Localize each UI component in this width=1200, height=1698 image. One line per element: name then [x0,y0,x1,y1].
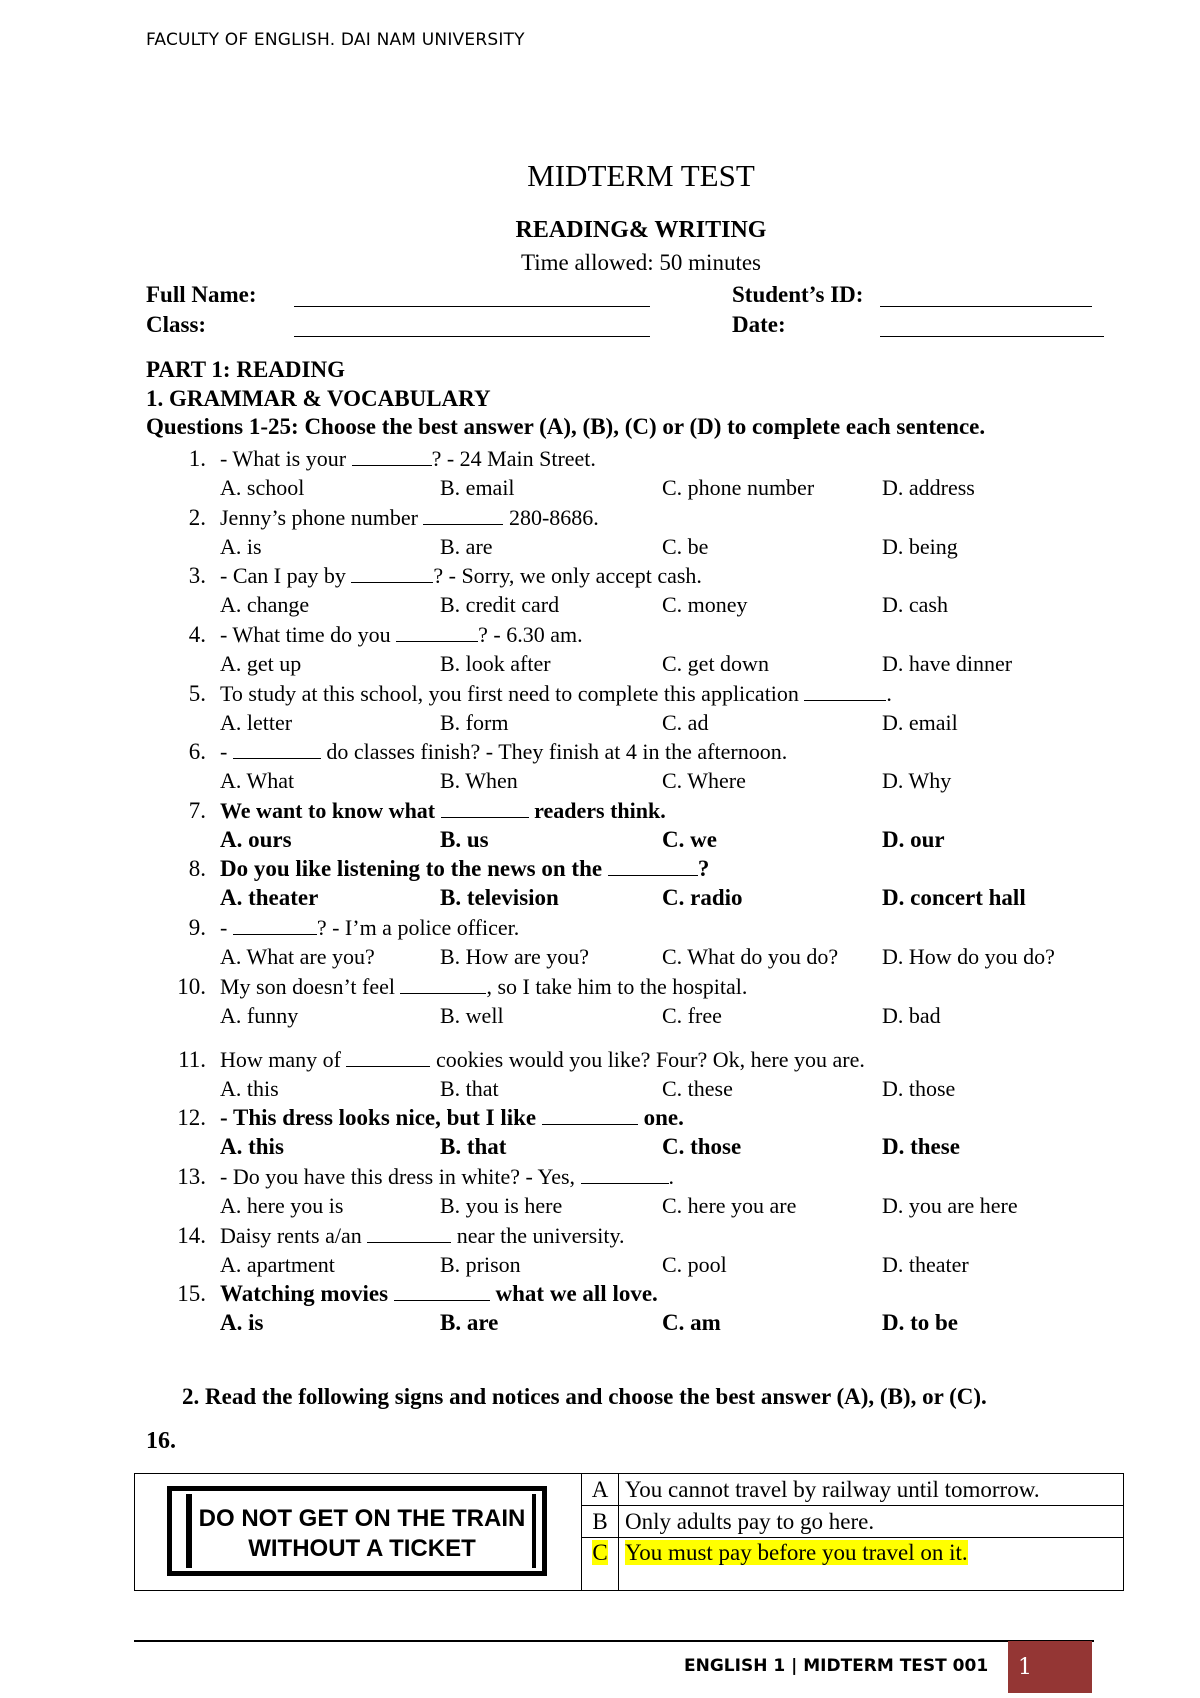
answer-blank [804,684,886,701]
time-allowed: Time allowed: 50 minutes [520,250,761,275]
question-number: 15. [177,1281,206,1306]
question-text-before-blank: How many of [220,1047,347,1072]
question-text-after-blank: ? - Sorry, we only accept cash. [433,563,702,588]
option-a[interactable]: A. is [220,1310,264,1335]
option-a[interactable]: A. letter [220,710,293,735]
full-name-label: Full Name: [146,282,257,307]
option-a[interactable]: A. What are you? [220,944,375,969]
question-text [220,446,596,472]
option-a[interactable]: A. change [220,592,310,617]
answer-blank [542,1108,638,1125]
instructions: Questions 1-25: Choose the best answer (A), (B), (C) or (D) to complete each sentence. [146,414,986,439]
question-number: 3. [188,563,206,588]
question-text-after-blank: ? - 6.30 am. [478,622,583,647]
answer-blank [423,508,503,525]
question-text [220,856,709,882]
question-text [220,1047,865,1073]
option-c[interactable]: C. pool [662,1252,727,1277]
option-c[interactable]: C. ad [662,710,709,735]
option-b[interactable]: B. How are you? [440,944,590,969]
option-a[interactable]: A. get up [220,651,302,676]
question-number: 10. [177,974,206,999]
option-a[interactable]: A. theater [220,885,319,910]
option-letter-b: B [582,1506,619,1538]
option-text-a[interactable]: You cannot travel by railway until tomorrow. [619,1474,1124,1506]
option-a[interactable]: A. ours [220,827,292,852]
option-d[interactable]: D. theater [882,1252,969,1277]
option-b[interactable]: B. prison [440,1252,521,1277]
option-a[interactable]: A. school [220,475,305,500]
option-c[interactable]: C. be [662,534,709,559]
question-text-before-blank: - [220,739,233,764]
question-text-after-blank: ? [697,856,710,881]
option-b[interactable]: B. form [440,710,509,735]
question-text [220,505,599,531]
option-b[interactable]: B. are [440,534,493,559]
option-c[interactable]: C. those [662,1134,742,1159]
question-number: 8. [188,856,206,881]
option-c[interactable]: C. here you are [662,1193,797,1218]
option-b[interactable]: B. credit card [440,592,560,617]
question-text-before-blank: We want to know what [220,798,441,823]
option-d[interactable]: D. those [882,1076,956,1101]
option-a[interactable]: A. apartment [220,1252,335,1277]
option-d[interactable]: D. these [882,1134,960,1159]
option-b[interactable]: B. that [440,1076,499,1101]
full-name-field[interactable] [294,306,650,307]
option-d[interactable]: D. you are here [882,1193,1018,1218]
option-text-b[interactable]: Only adults pay to go here. [619,1506,1124,1538]
question-text [220,974,747,1000]
part1-heading: PART 1: READING [146,357,345,382]
question-text [220,1105,684,1131]
footer-text: ENGLISH 1 | MIDTERM TEST 001 [684,1656,989,1676]
question-text [220,1223,625,1249]
question-text-before-blank: Do you like listening to the news on the [220,856,608,881]
sign-text: DO NOT GET ON THE TRAIN WITHOUT A TICKET [198,1505,526,1562]
option-d[interactable]: D. cash [882,592,948,617]
option-c[interactable]: C. money [662,592,748,617]
answer-blank [351,566,433,583]
option-letter-a: A [582,1474,619,1506]
option-c[interactable]: C. we [662,827,717,852]
option-d[interactable]: D. bad [882,1003,941,1028]
question-text-before-blank: To study at this school, you first need to complete this application [220,681,805,706]
option-d[interactable]: D. our [882,827,945,852]
question-text-after-blank: readers think. [528,798,666,823]
answer-blank [608,859,698,876]
question-text-before-blank: - Can I pay by [220,563,352,588]
question-text [220,1281,658,1307]
page-number-box [1008,1641,1092,1693]
question-number: 2. [188,505,206,530]
option-d[interactable]: D. concert hall [882,885,1026,910]
question-text-before-blank: Watching movies [220,1281,394,1306]
date-label: Date: [732,312,786,337]
date-field[interactable] [880,336,1104,337]
answer-blank [233,918,317,935]
answer-blank [233,742,321,759]
page-title: MIDTERM TEST [527,158,755,193]
option-text-c[interactable]: You must pay before you travel on it. [619,1538,1124,1591]
question-text-after-blank: ? - I’m a police officer. [316,915,520,940]
question-text-before-blank: Daisy rents a/an [220,1223,368,1248]
question-text [220,563,702,589]
page-header: FACULTY OF ENGLISH. DAI NAM UNIVERSITY [146,30,525,50]
option-a[interactable]: A. this [220,1134,284,1159]
question-text [220,739,787,765]
question-number: 6. [188,739,206,764]
question-text [220,622,583,648]
question-number: 4. [188,622,206,647]
question-text-before-blank: - What time do you [220,622,397,647]
answer-blank [352,449,432,466]
answer-blank [396,625,478,642]
answer-blank [581,1167,669,1184]
question-16-number: 16. [146,1428,176,1454]
option-c[interactable]: C. phone number [662,475,815,500]
option-d[interactable]: D. email [882,710,958,735]
option-c[interactable]: C. free [662,1003,722,1028]
answer-blank [346,1050,430,1067]
question-text-before-blank: - [220,915,233,940]
question-text-after-blank: what we all love. [489,1281,658,1306]
question-number: 7. [188,798,206,823]
question-text-after-blank: . [886,681,892,706]
option-a[interactable]: A. here you is [220,1193,344,1218]
option-b[interactable]: B. that [440,1134,507,1159]
answer-blank [400,977,486,994]
option-b[interactable]: B. you is here [440,1193,563,1218]
option-a[interactable]: A. this [220,1076,279,1101]
option-b[interactable]: B. television [440,885,559,910]
question-text-before-blank: Jenny’s phone number [220,505,424,530]
answer-blank [394,1284,490,1301]
question-text-after-blank: near the university. [451,1223,625,1248]
option-d[interactable]: D. address [882,475,975,500]
class-field[interactable] [294,336,650,337]
option-letter-c: C [582,1538,619,1591]
option-d[interactable]: D. to be [882,1310,959,1335]
option-d[interactable]: D. have dinner [882,651,1013,676]
question-text [220,681,892,707]
option-d[interactable]: D. being [882,534,958,559]
question-number: 5. [188,681,206,706]
option-d[interactable]: D. How do you do? [882,944,1055,969]
question-text [220,1164,674,1190]
option-a[interactable]: A. is [220,534,262,559]
option-c[interactable]: C. radio [662,885,743,910]
student-id-label: Student’s ID: [732,282,864,307]
option-d[interactable]: D. Why [882,768,952,793]
option-b[interactable]: B. When [440,768,518,793]
class-label: Class: [146,312,207,337]
question-text-before-blank: - What is your [220,446,352,471]
question-number: 14. [177,1223,206,1248]
question-text-after-blank: do classes finish? - They finish at 4 in the afternoon. [320,739,788,764]
option-b[interactable]: B. us [440,827,489,852]
option-a[interactable]: A. funny [220,1003,299,1028]
question-text-after-blank: . [668,1164,675,1189]
option-b[interactable]: B. look after [440,651,551,676]
question-text [220,915,519,941]
question-text-before-blank: My son doesn’t feel [220,974,401,999]
question-text-after-blank: 280-8686. [503,505,599,530]
question-text-after-blank: , so I take him to the hospital. [486,974,748,999]
question-text-after-blank: one. [637,1105,684,1130]
question-number: 12. [177,1105,206,1130]
question-number: 13. [177,1164,206,1189]
question-text-after-blank: ? - 24 Main Street. [431,446,596,471]
option-b[interactable]: B. are [440,1310,499,1335]
page-subtitle: READING& WRITING [515,217,767,243]
question-number: 11. [178,1047,206,1072]
option-b[interactable]: B. email [440,475,515,500]
question-text [220,798,666,824]
option-c[interactable]: C. Where [662,768,746,793]
option-c[interactable]: C. What do you do? [662,944,839,969]
student-id-field[interactable] [880,306,1092,307]
question-text-before-blank: - Do you have this dress in white? - Yes, [220,1164,581,1189]
page-number: 1 [1018,1655,1032,1680]
option-c[interactable]: C. get down [662,651,769,676]
answer-blank [441,801,529,818]
question-number: 1. [188,446,206,471]
option-b[interactable]: B. well [440,1003,504,1028]
train-ticket-sign [167,1486,547,1576]
question-number: 9. [188,915,206,940]
footer-divider [134,1640,1094,1642]
section2-heading: 2. Read the following signs and notices and choose the best answer (A), (B), or (C). [182,1384,987,1409]
answer-blank [367,1226,451,1243]
option-c[interactable]: C. am [662,1310,721,1335]
question-text-after-blank: cookies would you like? Four? Ok, here you are. [430,1047,865,1072]
option-c[interactable]: C. these [662,1076,733,1101]
section1-heading: 1. GRAMMAR & VOCABULARY [146,386,491,411]
question-text-before-blank: - This dress looks nice, but I like [220,1105,542,1130]
option-a[interactable]: A. What [220,768,295,793]
